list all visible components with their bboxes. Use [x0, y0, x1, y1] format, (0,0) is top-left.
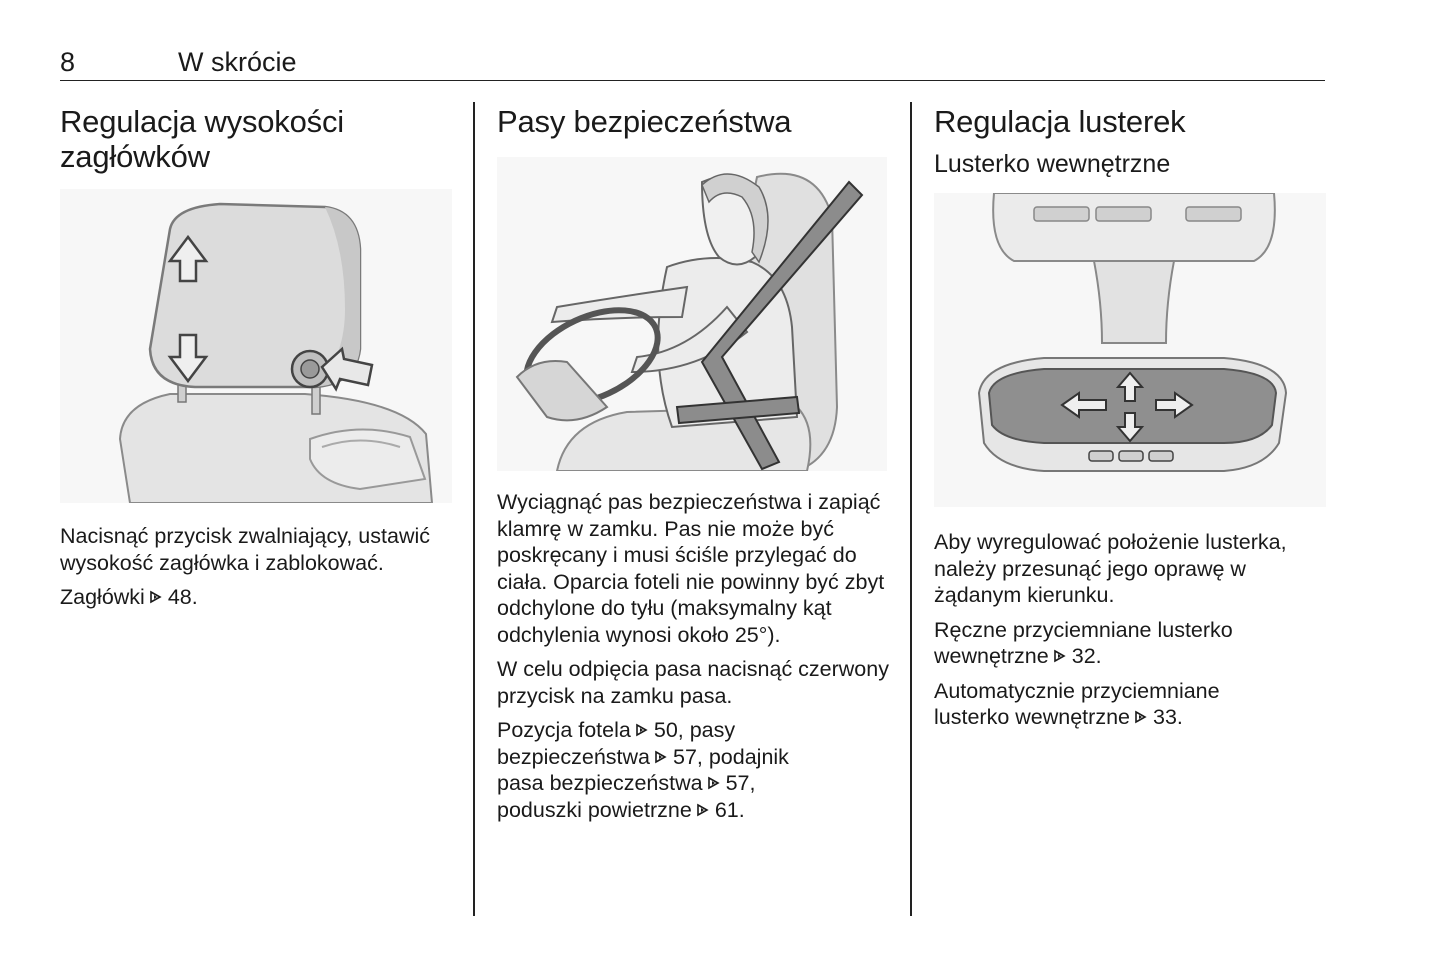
column-seatbelts [497, 100, 889, 831]
page-reference-icon [653, 749, 669, 765]
seatbelt-references[interactable] [497, 717, 889, 823]
auto-dimming-reference[interactable] [934, 678, 1326, 731]
mirror-illustration [934, 193, 1326, 507]
reference-text: Pozycja fotela [497, 718, 631, 742]
page-reference-icon [695, 802, 711, 818]
mirror-instructions: Aby wyregulować położenie lusterka, należy przesunąć jego oprawę w żądanym kierunku. [934, 530, 1287, 607]
reference-text: lusterko wewnętrzne [934, 705, 1130, 729]
reference-page: 61. [714, 797, 745, 822]
seatbelt-instructions: Wyciągnąć pas bezpieczeństwa i zapiąć klamrę w zamku. Pas nie może być poskręcany i musi ściśle przylegać do ciała. Oparcia foteli nie powinny być zbyt odchylone do tyłu (maksymalny kąt odchylenia wynosi około 25°). [497, 490, 885, 647]
column-headrest [60, 100, 452, 619]
reference-page: 57, podajnik [672, 744, 789, 769]
headrest-title: Regulacja wysokości zagłówków [60, 104, 344, 174]
page-number: 8 [60, 47, 76, 77]
headrest-reference[interactable] [60, 584, 452, 611]
reference-text: pasa bezpieczeństwa [497, 771, 703, 795]
headrest-instructions: Nacisnąć przycisk zwalniający, ustawić wysokość zagłówka i zablokować. [60, 524, 430, 575]
column-mirrors [934, 100, 1326, 739]
page-reference-icon [1052, 648, 1068, 664]
seatbelts-title: Pasy bezpieczeństwa [497, 104, 792, 139]
page-reference-icon [1133, 709, 1149, 725]
reference-text: Zagłówki [60, 585, 145, 609]
manual-dimming-reference[interactable] [934, 617, 1326, 670]
reference-page: 50, pasy [653, 718, 736, 742]
interior-mirror-subtitle: Lusterko wewnętrzne [934, 150, 1171, 178]
section-title: W skrócie [178, 47, 297, 77]
headrest-illustration [60, 189, 452, 503]
column-divider [910, 102, 912, 916]
reference-page: 33. [1152, 705, 1183, 729]
mirrors-title: Regulacja lusterek [934, 104, 1186, 139]
seatbelt-illustration [497, 157, 887, 471]
reference-text: poduszki powietrzne [497, 797, 692, 822]
page-reference-icon [706, 775, 722, 791]
column-divider [473, 102, 475, 916]
reference-text: bezpieczeństwa [497, 744, 650, 769]
reference-page: 57, [725, 771, 756, 795]
reference-page: 32. [1071, 644, 1102, 668]
reference-line: Ręczne przyciemniane lusterko [934, 617, 1233, 642]
page-reference-icon [148, 589, 164, 605]
page-reference-icon [634, 722, 650, 738]
seatbelt-release-text: W celu odpięcia pasa nacisnąć czerwony przycisk na zamku pasa. [497, 657, 889, 708]
reference-text: wewnętrzne [934, 644, 1049, 668]
page-header [60, 44, 1325, 81]
reference-line: Automatycznie przyciemniane [934, 678, 1220, 703]
reference-page: 48. [167, 585, 198, 609]
